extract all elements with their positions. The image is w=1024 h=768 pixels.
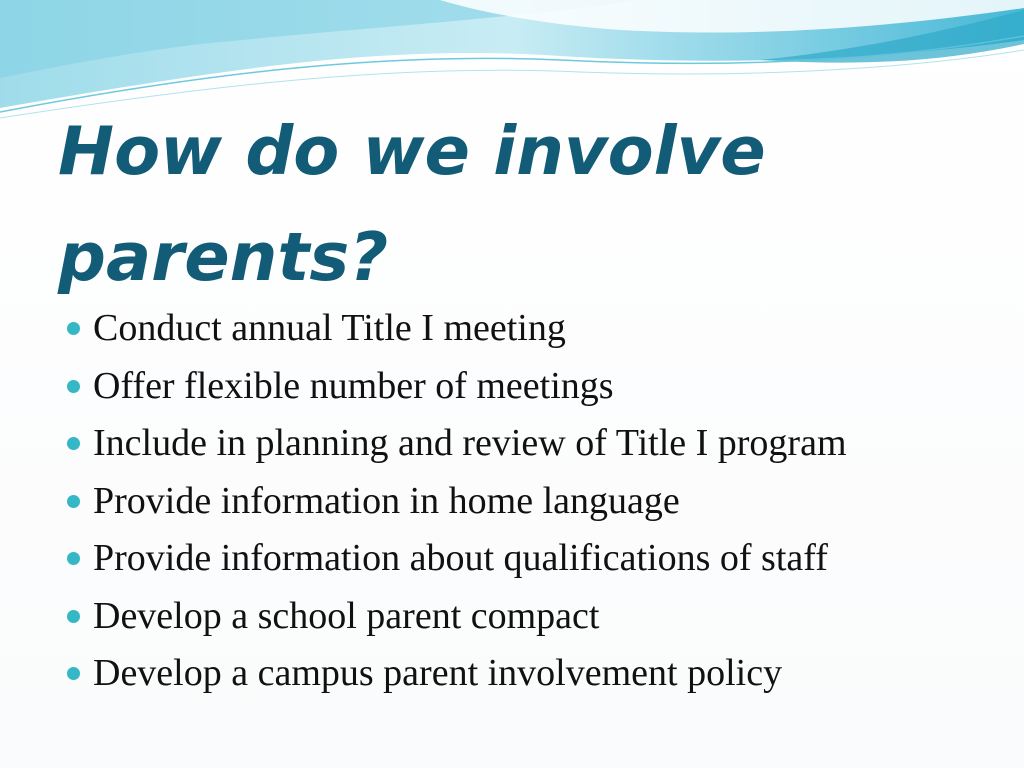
bullet-item <box>64 415 1004 473</box>
slide-title: How do we involve parents? <box>58 112 766 296</box>
bullet-marker-icon <box>67 610 80 623</box>
bullet-item <box>64 473 1004 531</box>
bullet-marker-icon <box>67 495 80 508</box>
bullet-text: Develop a campus parent involvement policy <box>93 652 783 694</box>
bullet-text: Conduct annual Title I meeting <box>93 307 566 349</box>
bullet-item <box>64 645 1004 703</box>
bullet-marker-icon <box>67 437 80 450</box>
bullet-text: Develop a school parent compact <box>93 594 600 637</box>
bullet-list <box>64 300 1004 703</box>
bullet-text: Include in planning and review of Title I program <box>93 422 847 464</box>
bullet-text: Offer flexible number of meetings <box>93 364 614 407</box>
bullet-item <box>64 530 1004 588</box>
bullet-item <box>64 588 1004 646</box>
bullet-item <box>64 358 1004 416</box>
bullet-marker-icon <box>67 552 80 565</box>
bullet-marker-icon <box>67 380 80 393</box>
bullet-text: Provide information about qualifications of staff <box>93 537 828 579</box>
bullet-marker-icon <box>67 667 80 680</box>
bullet-marker-icon <box>67 322 80 335</box>
bullet-text: Provide information in home language <box>93 479 680 522</box>
bullet-item <box>64 300 1004 358</box>
